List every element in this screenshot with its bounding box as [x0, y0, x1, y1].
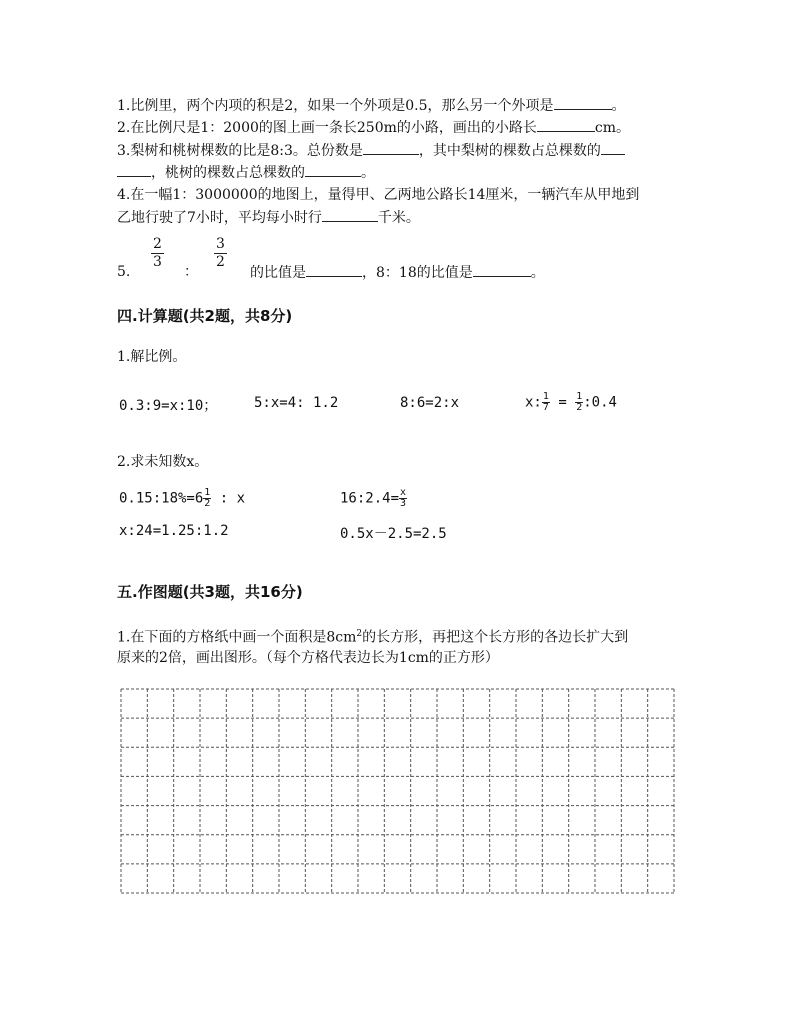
question-5-text [250, 262, 545, 283]
fraction-numerator: 3 [216, 236, 225, 252]
unit-text: 千米。 [377, 210, 420, 226]
question-4-line-2 [117, 207, 420, 228]
fraction-one-seventh [542, 392, 550, 413]
punct: 。 [530, 265, 545, 281]
expr-text: : x [211, 490, 246, 507]
answer-blank[interactable] [305, 162, 361, 177]
fraction-denominator: 2 [576, 402, 583, 413]
proportion-a: 0.3:9=x:10； [119, 398, 218, 414]
section-5-q1-line-2: 原来的2倍，画出图形。（每个方格代表边长为1cm的正方形） [117, 650, 499, 666]
equation-a [119, 488, 245, 509]
question-1 [117, 95, 626, 116]
ratio-colon [184, 262, 198, 282]
answer-blank[interactable] [117, 162, 151, 177]
punct: 。 [361, 165, 375, 181]
section-5-heading: 五.作图题(共3题，共16分) [117, 583, 303, 601]
question-3-line-2 [117, 162, 375, 183]
answer-blank[interactable] [537, 117, 595, 132]
fraction-numerator: 1 [542, 391, 549, 402]
question-text: 1.在下面的方格纸中画一个面积是8cm [117, 629, 357, 646]
fraction-two-thirds [151, 236, 164, 271]
fraction-denominator: 2 [204, 498, 211, 509]
expr-text: 16:2.4= [340, 490, 400, 507]
equation-d: 0.5x－2.5=2.5 [340, 526, 447, 542]
proportion-d [525, 392, 617, 413]
answer-blank[interactable] [601, 140, 625, 155]
fraction-denominator: 2 [216, 254, 225, 270]
fraction-one-half [575, 392, 583, 413]
question-4-text: 4.在一幅1：3000000的地图上，量得甲、乙两地公路长14厘米，一辆汽车从甲地到 [117, 187, 640, 203]
question-3-text-3: ，桃树的棵数占总棵数的 [151, 165, 305, 181]
equals-sign: = [549, 394, 576, 411]
answer-blank[interactable] [322, 207, 378, 222]
section-4-q1-label: 1.解比例。 [117, 349, 187, 365]
question-number: 5. [117, 264, 131, 280]
question-5-text-2: ，8：18的比值是 [362, 265, 473, 281]
question-2 [117, 117, 630, 138]
question-4-text-2: 乙地行驶了7小时，平均每小时行 [117, 210, 322, 226]
question-1-text: 1.比例里，两个内项的积是2，如果一个外项是0.5，那么另一个外项是 [117, 98, 554, 114]
fraction-x-over-3 [399, 488, 407, 509]
fraction-numerator: 2 [153, 236, 162, 252]
question-4-line-1 [117, 185, 639, 205]
punct: 。 [611, 98, 626, 114]
answer-blank[interactable] [554, 95, 612, 110]
question-3-text: 3.梨树和桃树棵数的比是8:3。总份数是 [117, 143, 363, 159]
fraction-numerator: 1 [204, 487, 211, 498]
expr-text: 0.15:18%=6 [119, 490, 204, 507]
section-4-q2-label: 2.求未知数x。 [117, 454, 209, 470]
grid-paper[interactable] [120, 688, 675, 894]
superscript: 2 [356, 629, 363, 639]
proportion-b: 5:x=4: 1.2 [254, 395, 339, 411]
question-5-line [117, 262, 130, 282]
proportion-c: 8:6=2:x [400, 395, 460, 411]
question-3-line-1 [117, 140, 625, 161]
fraction-denominator: 7 [542, 402, 549, 413]
question-2-text: 2.在比例尺是1：2000的图上画一条长250m的小路，画出的小路长 [117, 120, 537, 136]
question-5-text-1: 的比值是 [250, 265, 306, 281]
expr-text: x: [525, 394, 542, 411]
unit-text: cm。 [594, 120, 631, 136]
fraction-three-halves [214, 236, 227, 271]
fraction-denominator: 3 [400, 498, 407, 509]
answer-blank[interactable] [306, 262, 362, 277]
answer-blank[interactable] [363, 140, 419, 155]
question-text: 的长方形，再把这个长方形的各边长扩大到 [362, 629, 629, 646]
expr-text: :0.4 [583, 394, 617, 411]
section-4-heading: 四.计算题(共2题，共8分) [117, 307, 293, 325]
answer-blank[interactable] [473, 262, 531, 277]
question-3-text-2: ，其中梨树的棵数占总棵数的 [418, 143, 601, 159]
fraction-numerator: x [400, 487, 407, 498]
equation-b [340, 488, 407, 509]
equation-c: x:24=1.25:1.2 [119, 523, 229, 539]
section-5-q1-line-1 [117, 624, 628, 648]
fraction-numerator: 1 [576, 391, 583, 402]
fraction-denominator: 3 [153, 254, 162, 270]
colon-text: ： [184, 264, 198, 280]
